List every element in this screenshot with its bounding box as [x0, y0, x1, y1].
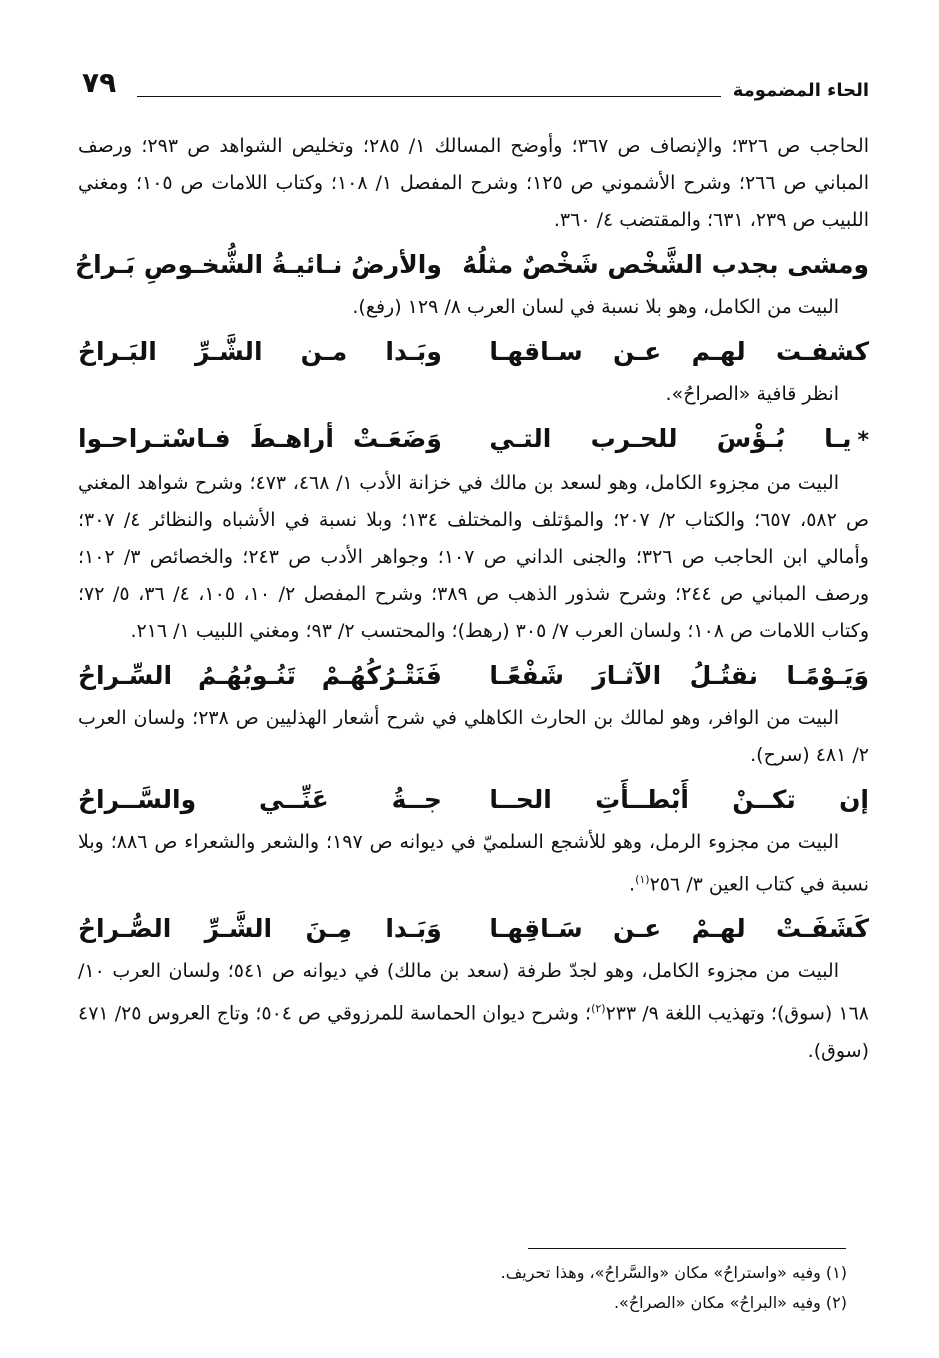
verse-first-hemistich: وَيَـوْمًـا نقتُـلُ الآثـارَ شَفْعًـا [489, 661, 869, 690]
commentary-paragraph: الحاجب ص ٣٢٦؛ والإنصاف ص ٣٦٧؛ وأوضح المسالك ١/ ٢٨٥؛ وتخليص الشواهد ص ٢٩٣؛ ورصف المباني ص ٢٦٦؛ وشرح الأشموني ص ١٢٥؛ وشرح المفصل ١/ ١٠٨؛ وكتاب اللامات ص ١٠٥؛ ومغني اللبيب ص ٢٣٩، ٦٣١؛ والمقتضب ٤/ ٣٦٠. [78, 135, 870, 231]
verse-line [78, 419, 869, 461]
verse-second-hemistich: وَبَـدا مِـنَ الشَّـرِّ الصُّـراحُ [78, 914, 442, 944]
footnote: (١) وفيه «واستراحُ» مكان «والسَّراحُ»، وهذا تحريف. [500, 1263, 847, 1282]
commentary-paragraph: البيت من الوافر، وهو لمالك بن الحارث الكاهلي في شرح أشعار الهذليين ص ٢٣٨؛ ولسان العرب ٢/ ٤٨١ (سرح). [78, 707, 869, 766]
verse-second-hemistich: والأرضُ نـائيـةُ الشُّخـوصِ بَـراحُ [75, 250, 442, 279]
page-number: ٧٩ [82, 66, 117, 99]
paragraph-text: البيت من مجزوء الكامل، وهو لجدّ طرفة (سعد بن مالك) في ديوانه ص ٥٤١؛ ولسان العرب ١٠/ ١٦٨ (سوق)؛ وتهذيب اللغة ٩/ ٢٣٣ [78, 960, 869, 1025]
commentary-paragraph: البيت من مجزوء الكامل، وهو لسعد بن مالك في خزانة الأدب ١/ ٤٦٨، ٤٧٣؛ وشرح شواهد المغني ص ٥٨٢، ٦٥٧؛ والكتاب ٢/ ٢٠٧؛ والمؤتلف والمختلف ١٣٤؛ وبلا نسبة في الأشباه والنظائر ٤/ ٣٠٧؛ وأمالي ابن الحاجب ص ٣٢٦؛ والجنى الداني ص ١٠٧؛ وجواهر الأدب ص ٢٤٣؛ والخصائص ٣/ ١٠٢؛ ورصف المباني ص ٢٤٤؛ وشرح شذور الذهب ص ٣٨٩؛ وشرح المفصل ٢/ ١٠، ١٠٥، ٤/ ٣٦، ٥/ ٧٢؛ وكتاب اللامات ص ١٠٨؛ ولسان العرب ٧/ ٣٠٥ (رهط)؛ والمحتسب ٢/ ٩٣؛ ومغني اللبيب ١/ ٢١٦. [78, 472, 870, 642]
page-header [82, 66, 869, 106]
verse-second-hemistich: وبَـدا مـن الشَّـرِّ البَـراحُ [78, 337, 442, 366]
footnote-marker: (٢) [591, 1002, 606, 1016]
footnote-marker: (١) [635, 873, 650, 886]
verse-first-hemistich: ومشى بجدب الشَّخْص شَخْصٌ مثلُهُ [462, 250, 869, 279]
paragraph-text-end: . [629, 873, 636, 896]
paragraph-text-end: ؛ وشرح ديوان الحماسة للمرزوقي ص ٥٠٤؛ وتاج العروس ٢٥/ ٤٧١ (سوق). [78, 1002, 869, 1062]
verse-first-hemistich [489, 419, 869, 461]
verse-line [78, 332, 869, 372]
verse-asterisk: * [857, 428, 869, 453]
header-rule [137, 96, 721, 97]
verse-second-hemistich: جــةُ عَنِّــي والسَّــراحُ [78, 785, 442, 814]
paragraph-text: البيت من مجزوء الرمل، وهو للأشجع السلميّ في ديوانه ص ١٩٧؛ والشعر والشعراء ص ٨٨٦؛ وبلا نسبة في كتاب العين ٣/ ٢٥٦ [78, 831, 869, 896]
footnote-rule [528, 1248, 846, 1249]
footnote: (٢) وفيه «البراحُ» مكان «الصراحُ». [613, 1293, 847, 1312]
commentary-paragraph: انظر قافية «الصراحُ». [665, 383, 839, 405]
page-body [75, 128, 870, 1070]
footnotes [80, 1258, 847, 1318]
verse-line [78, 909, 869, 949]
verse-second-hemistich: وَضَعَـتْ أراهـطَ فـاسْتـراحـوا [78, 424, 442, 453]
verse-first-hemistich-text: يـا بُـؤْسَ للحـرب التـي [489, 424, 852, 453]
verse-line [78, 656, 869, 696]
verse-first-hemistich: إن تكــنْ أَبْطــأَتِ الحــا [489, 785, 869, 814]
commentary-paragraph [78, 824, 869, 903]
commentary-paragraph [78, 953, 869, 1069]
verse-first-hemistich: كَشَفَـتْ لهـمْ عـن سَـاقِهـا [489, 914, 869, 944]
commentary-paragraph: البيت من الكامل، وهو بلا نسبة في لسان العرب ٨/ ١٢٩ (رفع). [352, 296, 839, 318]
verse-line [75, 245, 869, 285]
verse-line [78, 780, 869, 820]
verse-first-hemistich: كشفـت لهـم عـن سـاقهـا [489, 337, 869, 366]
running-title: الحاء المضمومة [732, 80, 869, 101]
verse-second-hemistich: فَنَتْـرُكُهُـمْ تَنُـوبُهُـمُ السِّـراحُ [78, 661, 442, 690]
